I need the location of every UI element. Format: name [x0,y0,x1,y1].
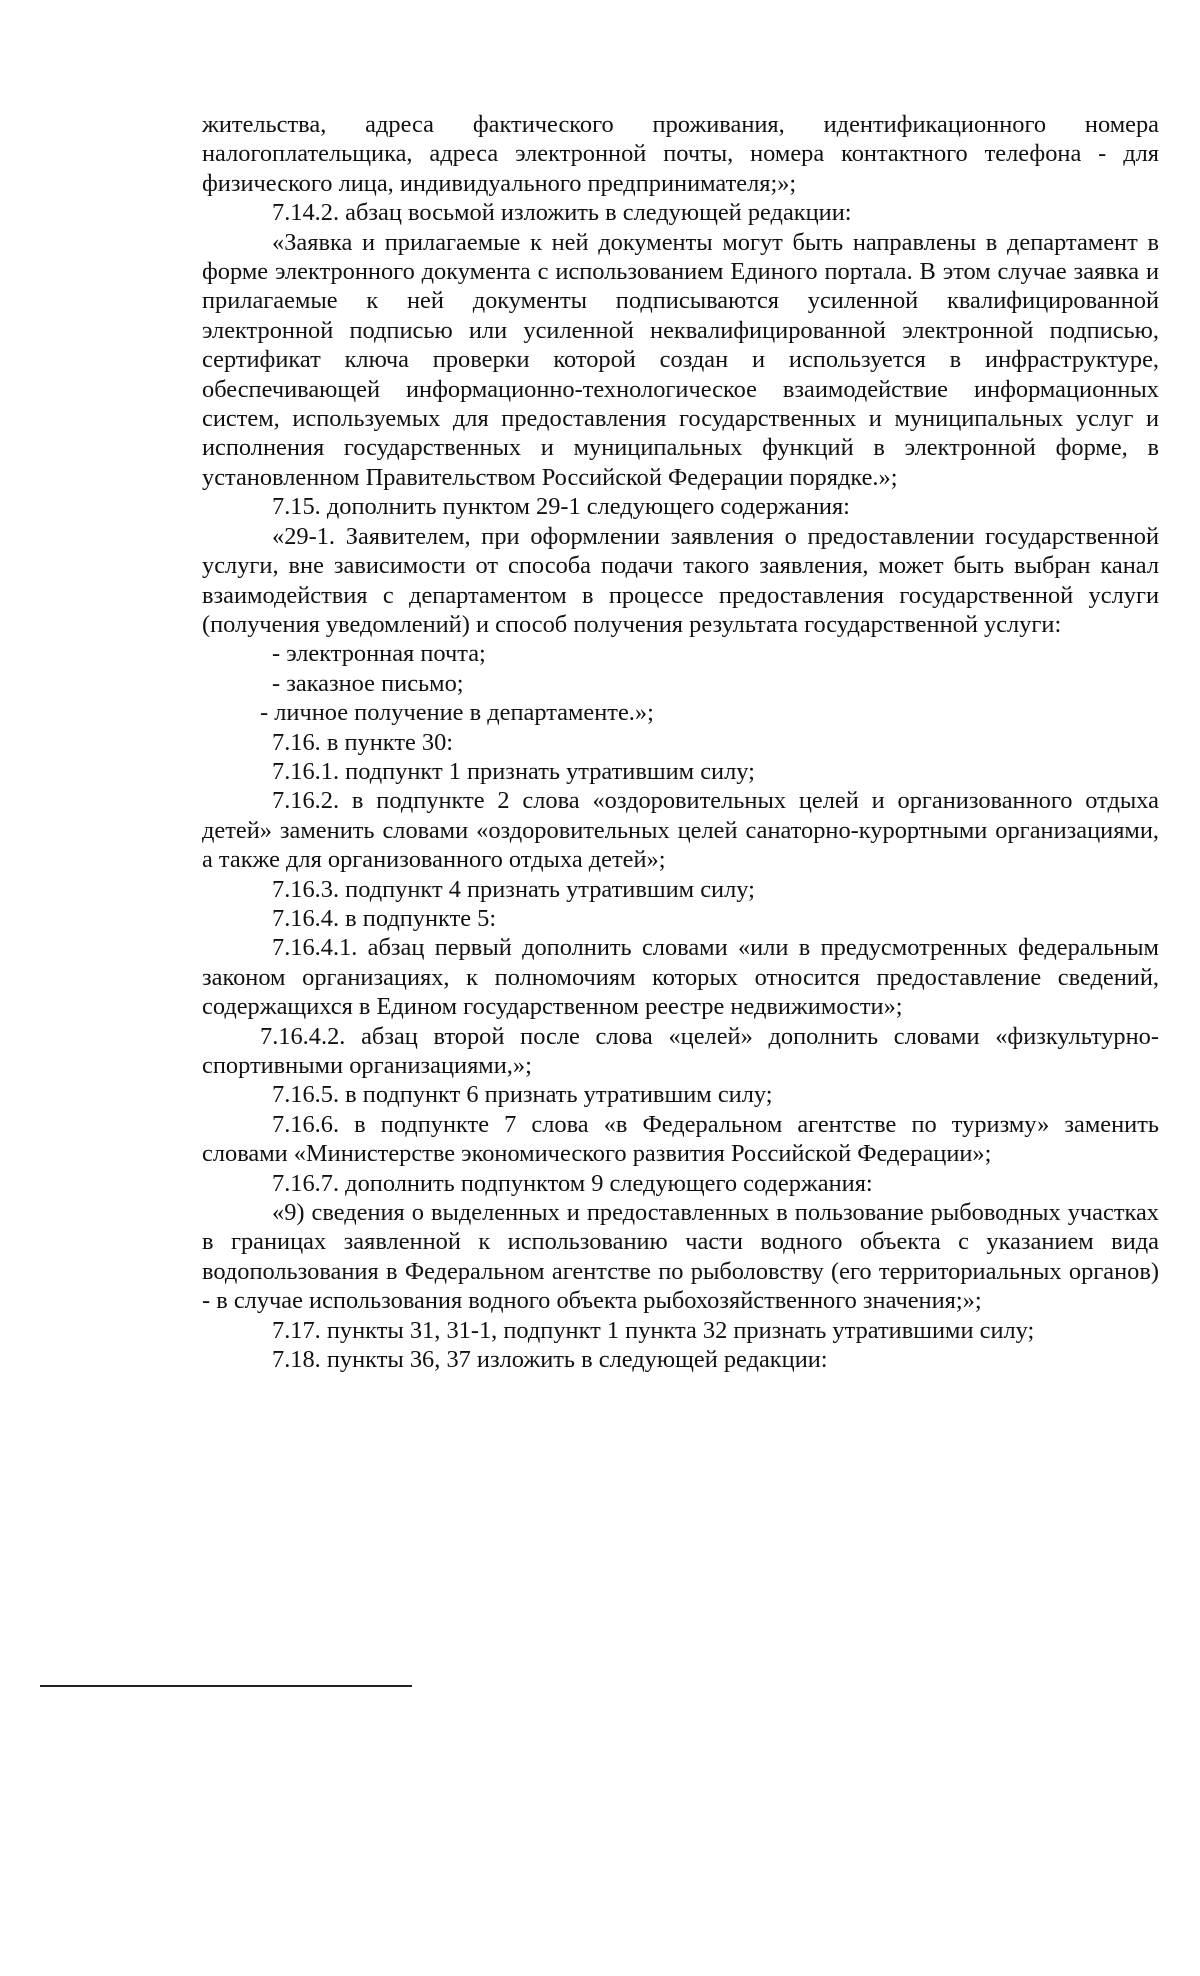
paragraph-7-16-4-2: 7.16.4.2. абзац второй после слова «целей» дополнить словами «физкультурно-спортивными организациями,»; [202,1022,1159,1079]
list-item-registered-letter: - заказное письмо; [272,669,464,697]
paragraph-7-16-2: 7.16.2. в подпункте 2 слова «оздоровительных целей и организованного отдыха детей» заменить словами «оздоровительных целей санаторно-курортными организациями, а также для организованного отдыха детей»; [202,787,1159,874]
footnote-separator-line [40,1685,412,1687]
paragraph-7-16: 7.16. в пункте 30: [272,728,454,756]
paragraph-29-1: «29-1. Заявителем, при оформлении заявления о предоставлении государственной услуги, вне зависимости от способа подачи такого заявления, может быть выбран канал взаимодействия с департаментом в процессе предоставления государственной услуги (получения уведомлений) и способ получения результата государственной услуги: [202,522,1159,638]
paragraph-7-14-2: 7.14.2. абзац восьмой изложить в следующей редакции: [272,199,852,227]
paragraph-continuation: жительства, адреса фактического проживания, идентификационного номера налогоплательщика, адреса электронной почты, номера контактного телефона - для физического лица, индивидуального предпринимателя;»; [202,111,1159,197]
paragraph-7-16-6: 7.16.6. в подпункте 7 слова «в Федеральном агентстве по туризму» заменить словами «Министерстве экономического развития Российской Федерации»; [202,1110,1159,1168]
paragraph-7-17: 7.17. пункты 31, 31-1, подпункт 1 пункта 32 признать утратившими силу; [272,1316,1035,1344]
paragraph-subitem-9: «9) сведения о выделенных и предоставленных в пользование рыбоводных участках в границах заявленной к использованию части водного объекта с указанием вида водопользования в Федеральном агентстве по рыболовству (его территориальных органов) - в случае использования водного объекта рыбохозяйственного значения;»; [202,1199,1159,1315]
paragraph-7-16-3: 7.16.3. подпункт 4 признать утратившим силу; [272,875,755,903]
paragraph-7-15: 7.15. дополнить пунктом 29-1 следующего содержания: [272,493,850,521]
paragraph-7-16-5: 7.16.5. в подпункт 6 признать утратившим силу; [272,1081,773,1109]
paragraph-7-18: 7.18. пункты 36, 37 изложить в следующей редакции: [272,1346,828,1374]
paragraph-application-quote: «Заявка и прилагаемые к ней документы могут быть направлены в департамент в форме электронного документа с использованием Единого портала. В этом случае заявка и прилагаемые к ней документы подписываются усиленной квалифицированной электронной подписью или усиленной неквалифицированной электронной подписью, сертификат ключа проверки которой создан и используется в инфраструктуре, обеспечивающей информационно-технологическое взаимодействие информационных систем, используемых для предоставления государственных и муниципальных услуг и исполнения государственных и муниципальных функций в электронной форме, в установленном Правительством Российской Федерации порядке.»; [202,228,1159,491]
paragraph-7-16-7: 7.16.7. дополнить подпунктом 9 следующего содержания: [272,1169,873,1197]
document-body [202,110,1159,1374]
list-item-email: - электронная почта; [272,640,486,668]
paragraph-7-16-4-1: 7.16.4.1. абзац первый дополнить словами «или в предусмотренных федеральным законом организациях, к полномочиям которых относится предоставление сведений, содержащихся в Едином государственном реестре недвижимости»; [202,934,1159,1021]
paragraph-7-16-4: 7.16.4. в подпункте 5: [272,904,497,932]
paragraph-7-16-1: 7.16.1. подпункт 1 признать утратившим силу; [272,757,755,785]
list-item-personal-receipt: - личное получение в департаменте.»; [260,699,654,727]
